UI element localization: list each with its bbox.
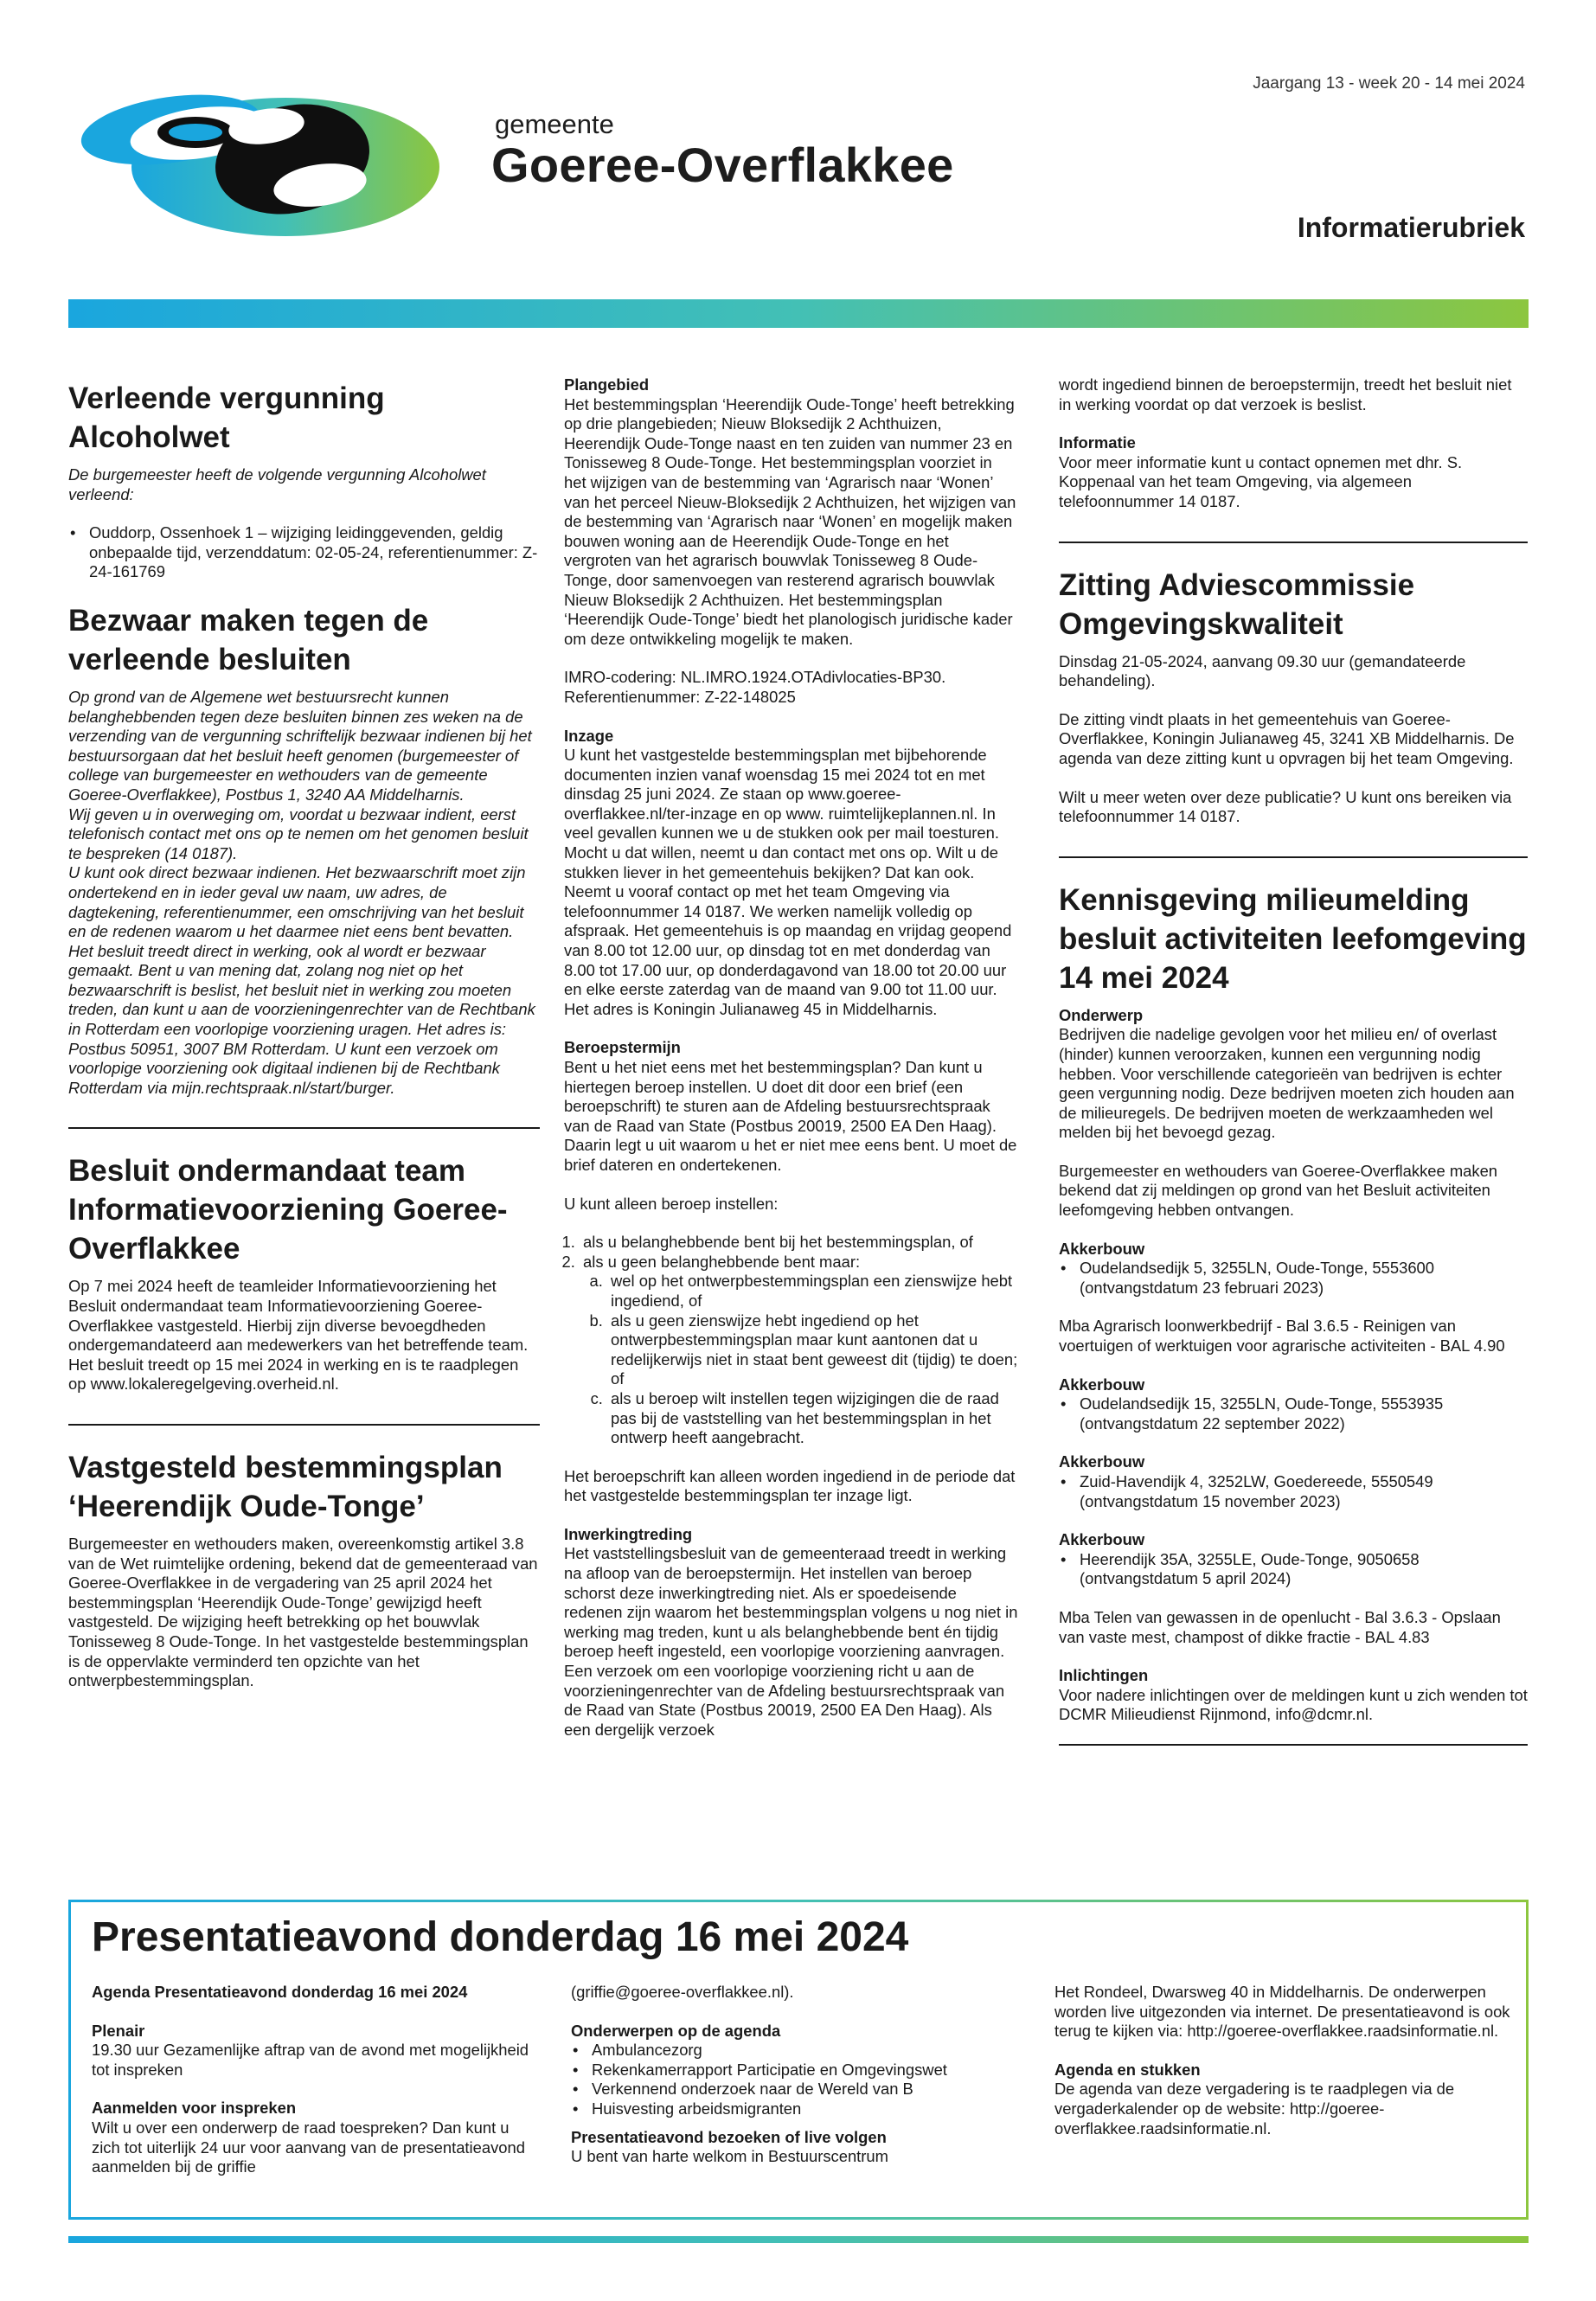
- subheading: Beroepstermijn: [564, 1038, 681, 1057]
- subheading: Onderwerp: [1059, 1005, 1144, 1024]
- section-title: Kennisgeving milieumelding besluit activiteiten leefomgeving 14 mei 2024: [1059, 882, 1527, 995]
- appeal-conditions-list: [564, 1233, 1018, 1448]
- paragraph: Wij geven u in overweging om, voordat u bezwaar indient, eerst telefonisch contact met ons op te nemen om het genomen besluit te bespreken (14 0187).: [68, 804, 529, 862]
- box-column-left: [92, 1983, 542, 2196]
- report-list: [1059, 1472, 1528, 1511]
- column-right: [1059, 370, 1528, 1768]
- list-item: • Verkennend onderzoek naar de Wereld van B: [571, 2080, 1038, 2099]
- box-column-middle: [571, 1983, 1038, 2186]
- paragraph: Op 7 mei 2024 heeft de teamleider Informatievoorziening het Besluit ondermandaat team Informatievoorziening Goeree-Overflakkee vastgesteld. Hierbij zijn diverse bevoegdheden ondergemandateerd aan medewerkers van het betreffende team. Het besluit treedt op 15 mei 2024 in werking en is te raadplegen op www.lokaleregelgeving.overheid.nl.: [68, 1277, 529, 1394]
- paragraph: Het beroepschrift kan alleen worden ingediend in de periode dat het vastgestelde bestemmingsplan ter inzage ligt.: [564, 1466, 1016, 1505]
- list-item: • Rekenkamerrapport Participatie en Omgevingswet: [571, 2061, 1038, 2080]
- list-item: • Ambulancezorg: [571, 2041, 1038, 2061]
- subheading: Inzage: [564, 726, 614, 745]
- section-title: Verleende vergunning Alcoholwet: [68, 381, 385, 454]
- paragraph: Mba Agrarisch loonwerkbedrijf - Bal 3.6.5 - Reinigen van voertuigen of werktuigen voor agrarische activiteiten - BAL 4.90: [1059, 1317, 1505, 1356]
- subheading: Akkerbouw: [1059, 1375, 1145, 1394]
- subheading: Informatie: [1059, 433, 1136, 452]
- list-item: • Zuid-Havendijk 4, 3252LW, Goedereede, 5550549 (ontvangstdatum 15 november 2023): [1059, 1472, 1528, 1511]
- report-list: [1059, 1259, 1528, 1298]
- subheading: Plangebied: [564, 375, 650, 394]
- paragraph: Bent u het niet eens met het bestemmingsplan? Dan kunt u hiertegen beroep instellen. U doet dit door een brief (een beroepschrift) te sturen aan de Afdeling bestuursrechtspraak van de Raad van State (Postbus 20019, 2500 EA Den Haag). Daarin legt u uit waarom u het er niet mee eens bent. U moet de brief dateren en ondertekenen.: [564, 1058, 1017, 1174]
- paragraph: U kunt ook direct bezwaar indienen. Het bezwaarschrift moet zijn ondertekend en in ieder geval uw naam, uw adres, de dagtekening, referentienummer, een omschrijving van het besluit en de redenen waarom u het daarmee niet eens bent bevatten.: [68, 863, 526, 941]
- list-item: • Ouddorp, Ossenhoek 1 – wijziging leidinggevenden, geldig onbepaalde tijd, verzenddatum: 02-05-24, referentienummer: Z-24-161769: [68, 523, 540, 582]
- agenda-topics-list: [571, 2041, 1038, 2118]
- subheading: Inlichtingen: [1059, 1666, 1149, 1685]
- subheading: Akkerbouw: [1059, 1530, 1145, 1549]
- paragraph: Op grond van de Algemene wet bestuursrecht kunnen belanghebbenden tegen deze besluiten binnen zes weken na de verzending van de vergunning schriftelijk bezwaar indienen bij het bestuursorgaan dat het besluit heeft genomen (burgemeester of college van burgemeester en wethouders van de gemeente Goeree-Overflakkee), Postbus 1, 3240 AA Middelharnis.: [68, 687, 532, 804]
- subheading: Plenair: [92, 2021, 145, 2040]
- subheading: Aanmelden voor inspreken: [92, 2099, 297, 2118]
- paragraph: Burgemeester en wethouders van Goeree-Overflakkee maken bekend dat zij meldingen op grond van het Besluit activiteiten leefomgeving hebben ontvangen.: [1059, 1161, 1498, 1220]
- section-label: Informatierubriek: [1297, 212, 1525, 243]
- imro-code: IMRO-codering: NL.IMRO.1924.OTAdivlocaties-BP30.: [564, 668, 946, 687]
- list-item: • Huisvesting arbeidsmigranten: [571, 2099, 1038, 2119]
- objection-text: [68, 688, 540, 1098]
- paragraph: Wilt u over een onderwerp de raad toespreken? Dan kunt u zich tot uiterlijk 24 uur voor aanvang van de presentatieavond aanmelden bij de griffie: [92, 2118, 525, 2176]
- sub-list: [583, 1272, 1018, 1447]
- paragraph: Het Rondeel, Dwarsweg 40 in Middelharnis. De onderwerpen worden live uitgezonden via internet. De presentatieavond is ook terug te kijken via: http://goeree-overflakkee.raadsinformatie.nl.: [1054, 1983, 1510, 2041]
- subheading: Agenda Presentatieavond donderdag 16 mei 2024: [92, 1983, 468, 2001]
- report-list: [1059, 1394, 1528, 1433]
- list-item: • Oudelandsedijk 15, 3255LN, Oude-Tonge, 5553935 (ontvangstdatum 22 september 2022): [1059, 1394, 1528, 1433]
- griffie-email: (griffie@goeree-overflakkee.nl).: [571, 1983, 794, 2001]
- subheading: Onderwerpen op de agenda: [571, 2021, 781, 2040]
- divider: [1059, 542, 1528, 543]
- section-intro: De burgemeester heeft de volgende vergunning Alcoholwet verleend:: [68, 465, 486, 503]
- list-item-text: als u geen belanghebbende bent maar:: [583, 1252, 861, 1271]
- subheading: Inwerkingtreding: [564, 1524, 693, 1543]
- permit-list: [68, 523, 540, 582]
- paragraph: Wilt u meer weten over deze publicatie? U kunt ons bereiken via telefoonnummer 14 0187.: [1059, 787, 1512, 826]
- subheading: Akkerbouw: [1059, 1452, 1145, 1471]
- reference-number: Referentienummer: Z-22-148025: [564, 687, 796, 706]
- paragraph: U bent van harte welkom in Bestuurscentrum: [571, 2147, 888, 2166]
- paragraph: Bedrijven die nadelige gevolgen voor het milieu en/ of overlast (hinder) kunnen veroorzaken, kunnen een vergunning nodig hebben. Voor verschillende categorieën van bedrijven is echter geen vergunning nodig. Deze bedrijven moeten zich houden aan de milieuregels. De bedrijven moeten de werkzaamheden wel melden bij het bevoegd gezag.: [1059, 1025, 1515, 1142]
- divider: [1059, 1744, 1528, 1746]
- subheading: Presentatieavond bezoeken of live volgen: [571, 2127, 887, 2146]
- paragraph: Voor nadere inlichtingen over de meldingen kunt u zich wenden tot DCMR Milieudienst Rijnmond, info@dcmr.nl.: [1059, 1685, 1528, 1724]
- paragraph: Voor meer informatie kunt u contact opnemen met dhr. S. Koppenaal van het team Omgeving, via algemeen telefoonnummer 14 0187.: [1059, 452, 1463, 510]
- column-middle: [564, 370, 1018, 1759]
- list-item: c. als u beroep wilt instellen tegen wijzigingen die de raad pas bij de vaststelling van het bestemmingsplan in het ontwerp heeft aangebracht.: [607, 1389, 1018, 1448]
- section-title: Vastgesteld bestemmingsplan ‘Heerendijk Oude-Tonge’: [68, 1451, 503, 1523]
- list-item: • Heerendijk 35A, 3255LE, Oude-Tonge, 9050658 (ontvangstdatum 5 april 2024): [1059, 1550, 1528, 1589]
- section-title: Besluit ondermandaat team Informatievoorziening Goeree-Overflakkee: [68, 1154, 508, 1266]
- paragraph: Burgemeester en wethouders maken, overeenkomstig artikel 3.8 van de Wet ruimtelijke ordening, bekend dat de gemeenteraad van Goeree-Overflakkee in de vergadering van 25 april 2024 het bestemmingsplan ‘Heerendijk Oude-Tonge’ gewijzigd heeft vastgesteld. De wijziging heeft betrekking op het bouwvlak Tonisseweg 8 Oude-Tonge. In het vastgestelde bestemmingsplan is de oppervlakte verminderd ten opzichte van het ontwerpbestemmingsplan.: [68, 1535, 538, 1690]
- section-title: Zitting Adviescommissie Omgevingskwaliteit: [1059, 567, 1415, 641]
- paragraph: wordt ingediend binnen de beroepstermijn, treedt het besluit niet in werking voordat op dat verzoek is beslist.: [1059, 375, 1512, 413]
- list-item: b. als u geen zienswijze hebt ingediend op het ontwerpbestemmingsplan maar kunt aantonen dat u redelijkerwijs niet in staat bent geweest dit (tijdig) te doen; of: [607, 1311, 1018, 1389]
- paragraph: U kunt het vastgestelde bestemmingsplan met bijbehorende documenten inzien vanaf woensdag 15 mei 2024 tot en met dinsdag 25 juni 2024. Ze staan op www.goeree-overflakkee.nl/ter-inzage en op www. ruimtelijkeplannen.nl. In veel gevallen kunnen we u de stukken ook per mail toesturen. Mocht u dat willen, neemt u dan contact met ons op. Wilt u de stukken liever in het gemeentehuis bekijken? Dat kan ook. Neemt u vooraf contact op met het team Omgeving via telefoonnummer 14 0187. We werken namelijk volledig op afspraak. Het gemeentehuis is op maandag en vrijdag geopend van 8.00 tot 12.00 uur, op dinsdag tot en met donderdag van 8.00 tot 17.00 uur, op donderdagavond van 18.00 tot 20.00 uur en elke eerste zaterdag van de maand van 9.00 tot 11.00 uur. Het adres is Koningin Julianaweg 45 in Middelharnis.: [564, 746, 1012, 1018]
- paragraph: Het besluit treedt direct in werking, ook al wordt er bezwaar gemaakt. Bent u van mening dat, zolang nog niet op het bezwaarschrift is beslist, het besluit niet in werking zou moeten treden, dan kunt u aan de voorzieningenrechter van de Rechtbank in Rotterdam een voorlopige voorziening uragen. Het adres is: Postbus 50951, 3007 BM Rotterdam. U kunt een verzoek om voorlopige voorziening ook digitaal indienen bij de Rechtbank Rotterdam via mijn.rechtspraak.nl/start/burger.: [68, 941, 535, 1097]
- brand-name: Goeree-Overflakkee: [491, 138, 954, 192]
- paragraph: 19.30 uur Gezamenlijke aftrap van de avond met mogelijkheid tot inspreken: [92, 2041, 529, 2079]
- paragraph: Mba Telen van gewassen in de openlucht - Bal 3.6.3 - Opslaan van vaste mest, champost of dikke fractie - BAL 4.83: [1059, 1607, 1501, 1646]
- list-item: [580, 1253, 1018, 1448]
- report-list: [1059, 1550, 1528, 1589]
- box-column-right: [1054, 1983, 1513, 2157]
- list-item: a. wel op het ontwerpbestemmingsplan een zienswijze hebt ingediend, of: [607, 1272, 1018, 1311]
- brand-prefix: gemeente: [495, 109, 614, 139]
- list-item: 1. als u belanghebbende bent bij het bestemmingsplan, of: [580, 1233, 1018, 1253]
- column-left: [68, 370, 540, 1710]
- paragraph: Het vaststellingsbesluit van de gemeenteraad treedt in werking na afloop van de beroepstermijn. Het instellen van beroep schorst deze inwerkingtreding niet. Als er spoedeisende redenen zijn waarom het bestemmingsplan volgens u nog niet in werking mag treden, kunt u als belanghebbende bent én tijdig beroep heeft ingesteld, een voorlopige voorziening aanvragen. Een verzoek om een voorlopige voorziening richt u aan de voorzieningenrechter van de Afdeling bestuursrechtspraak van de Raad van State (Postbus 20019, 2500 EA Den Haag). Als een dergelijk verzoek: [564, 1544, 1018, 1739]
- list-item: • Oudelandsedijk 5, 3255LN, Oude-Tonge, 5553600 (ontvangstdatum 23 februari 2023): [1059, 1259, 1528, 1298]
- paragraph: Dinsdag 21-05-2024, aanvang 09.30 uur (gemandateerde behandeling).: [1059, 651, 1466, 690]
- divider: [68, 1424, 540, 1426]
- header-gradient-bar: [68, 299, 1529, 328]
- paragraph: De agenda van deze vergadering is te raadplegen via de vergaderkalender op de website: http://goeree-overflakkee.raadsinformatie.nl.: [1054, 2080, 1455, 2138]
- footer-gradient-bar: [68, 2236, 1529, 2243]
- subheading: Akkerbouw: [1059, 1239, 1145, 1258]
- paragraph: De zitting vindt plaats in het gemeentehuis van Goeree-Overflakkee, Koningin Julianaweg 45, 3241 XB Middelharnis. De agenda van deze zitting kunt u opvragen bij het team Omgeving.: [1059, 709, 1515, 767]
- section-title: Bezwaar maken tegen de verleende besluiten: [68, 603, 429, 676]
- municipality-logo: [69, 76, 450, 245]
- paragraph: U kunt alleen beroep instellen:: [564, 1194, 779, 1213]
- subheading: Agenda en stukken: [1054, 2060, 1201, 2079]
- paragraph: Het bestemmingsplan ‘Heerendijk Oude-Tonge’ heeft betrekking op drie plangebieden; Nieuw Bloksedijk 2 Achthuizen, Heerendijk Oude-Tonge naast en ten zuiden van nummer 23 en Tonisseweg 8 Oude-Tonge. Het bestemmingsplan voorziet in het wijzigen van de bestemming van ‘Agrarisch naar ‘Wonen’ van het perceel Nieuw-Bloksedijk 2 Achthuizen, het wijzigen van de bestemming van ‘Agrarisch naar ‘Wonen’ en mogelijk maken bouwen woning aan de Heerendijk Oude-Tonge en het vergroten van het agrarisch bouwvlak Tonisseweg 8 Oude-Tonge, door samenvoegen van resterend agrarisch bouwvlak Nieuw Bloksedijk 2 Achthuizen. Het bestemmingsplan ‘Heerendijk Oude-Tonge’ biedt het planologisch juridische kader om deze ontwikkeling mogelijk te maken.: [564, 394, 1016, 648]
- box-title: Presentatieavond donderdag 16 mei 2024: [92, 1914, 909, 1960]
- issue-meta: Jaargang 13 - week 20 - 14 mei 2024: [1253, 74, 1525, 93]
- divider: [68, 1127, 540, 1129]
- divider: [1059, 856, 1528, 858]
